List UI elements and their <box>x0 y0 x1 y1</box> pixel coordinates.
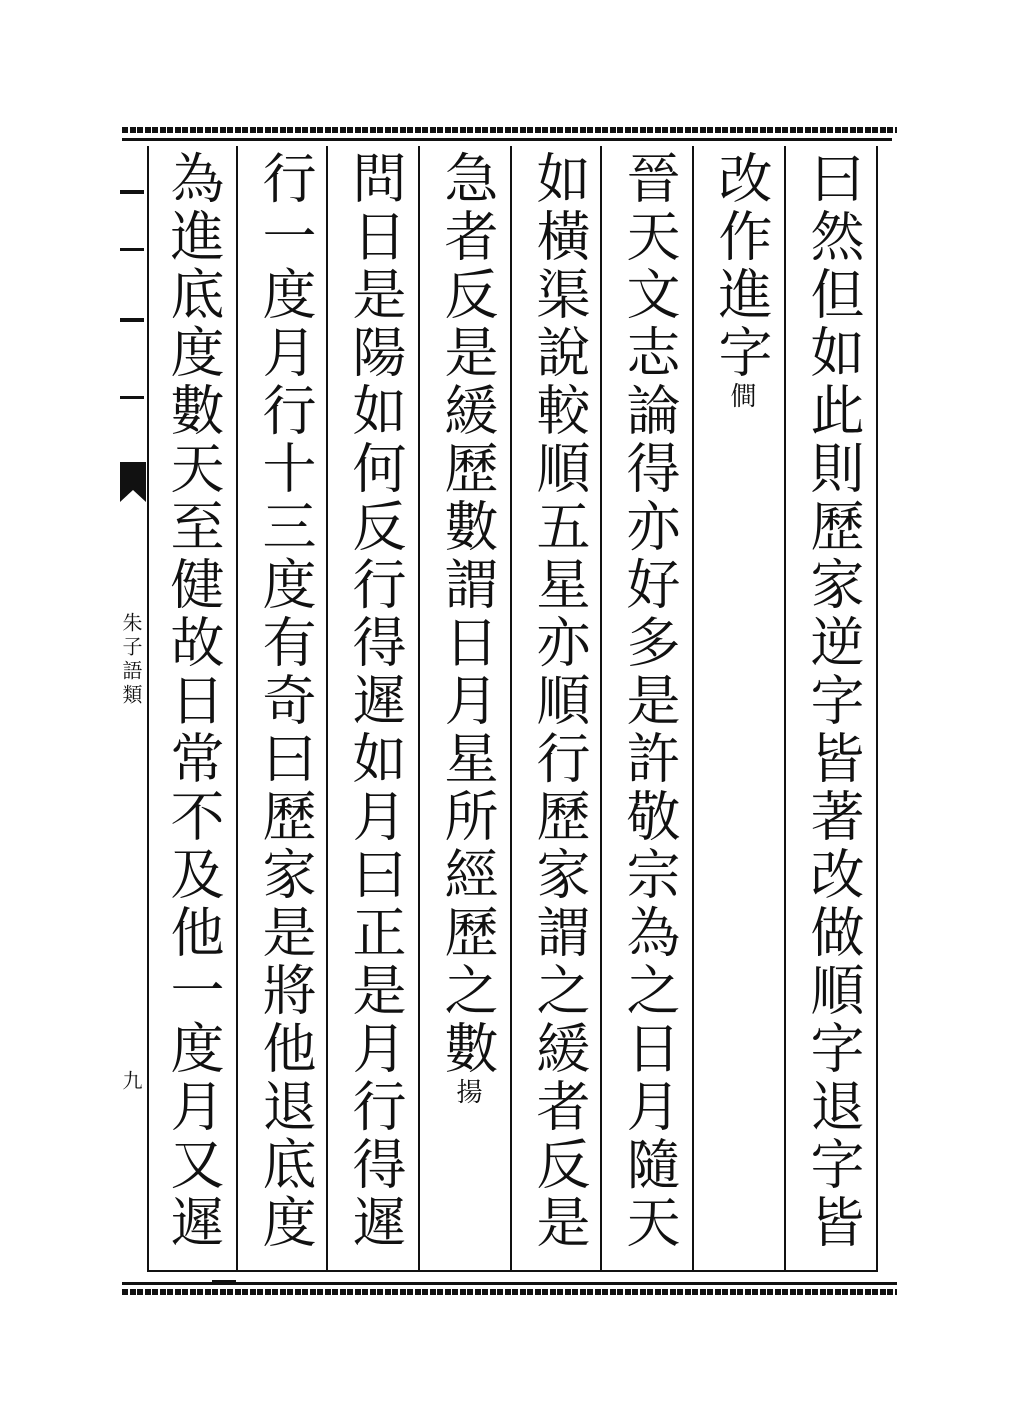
column-text: 改作進字 <box>710 150 773 382</box>
column-text: 曰然但如此則歷家逆字皆著改做順字退字皆 <box>802 150 865 1252</box>
text-column-3 <box>606 150 692 1265</box>
column-text: 如橫渠說較順五星亦順行歷家謂之緩者反是 <box>528 150 591 1252</box>
column-rule <box>784 146 786 1272</box>
top-border <box>122 127 897 133</box>
top-border-line <box>122 138 892 141</box>
column-text: 問日是陽如何反行得遲如月曰正是月行得遲 <box>344 150 407 1252</box>
column-rule <box>236 146 238 1272</box>
bottom-mark <box>212 1280 236 1283</box>
text-column-2 <box>698 150 784 1265</box>
text-column-5 <box>424 150 510 1265</box>
column-rule <box>418 146 420 1272</box>
attribution-note: 揚 <box>452 1078 482 1104</box>
column-text: 為進底度數天至健故日常不及他一度月又遲 <box>162 150 225 1252</box>
text-column-4 <box>516 150 602 1265</box>
bottom-border-line <box>122 1282 897 1285</box>
text-column-8 <box>150 150 236 1265</box>
text-column-6 <box>332 150 418 1265</box>
book-title: 朱子語類 <box>119 612 143 708</box>
text-column-1 <box>790 150 876 1265</box>
margin-marks <box>120 168 146 408</box>
column-rule <box>692 146 694 1272</box>
attribution-note: 僴 <box>726 382 756 408</box>
column-text: 急者反是緩歷數謂日月星所經歷之數 <box>436 150 499 1078</box>
text-column-7 <box>242 150 328 1265</box>
bottom-border <box>122 1289 897 1295</box>
column-text: 晉天文志論得亦好多是許敬宗為之日月隨天 <box>618 150 681 1252</box>
column-rule <box>510 146 512 1272</box>
column-text: 行一度月行十三度有奇曰歷家是將他退底度 <box>254 150 317 1252</box>
folio-number: 九 <box>119 1070 143 1090</box>
